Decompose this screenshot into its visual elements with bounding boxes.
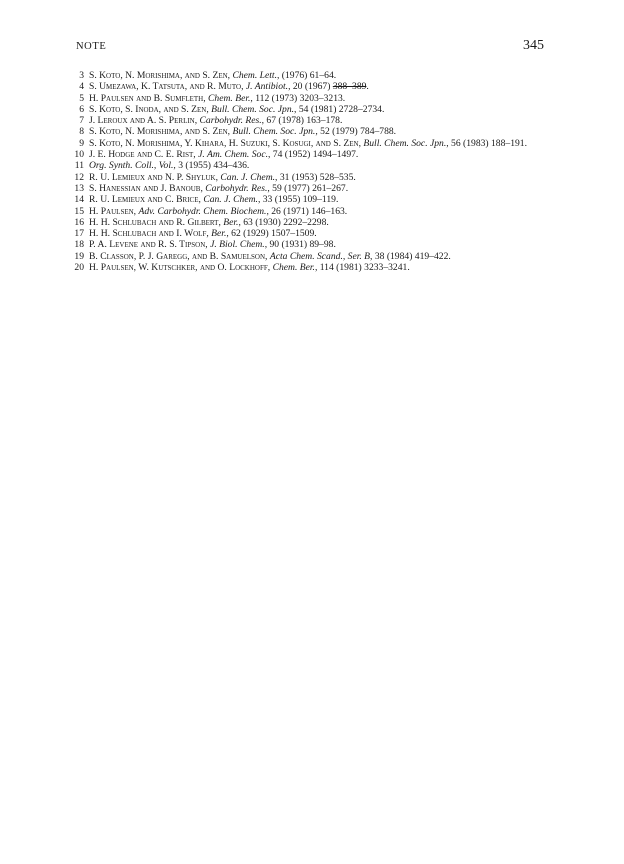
page-number: 345 — [523, 38, 544, 53]
running-head — [76, 38, 544, 56]
reference-citation: , (1976) 61–64. — [276, 70, 337, 81]
reference-journal: J. Am. Chem. Soc. — [198, 149, 268, 161]
reference-item — [68, 160, 558, 171]
reference-authors: S. Koto, S. Inoda, and S. Zen — [89, 103, 207, 115]
reference-journal: Org. Synth. Coll., Vol. — [89, 160, 174, 172]
reference-authors: H. Paulsen and B. Sumfleth — [89, 92, 204, 104]
reference-journal: Can. J. Chem. — [203, 194, 258, 206]
reference-citation: , 20 (1967) — [288, 81, 333, 93]
reference-authors: H. H. Schlubach and I. Wolf — [89, 228, 207, 240]
reference-journal: Chem. Ber. — [208, 92, 251, 104]
reference-item — [68, 138, 558, 149]
reference-number: 3 — [79, 70, 84, 81]
reference-text: R. U. Lemieux and C. Brice, Can. J. Chem., 33 (1955) 109–119. — [89, 194, 339, 206]
reference-journal: Chem. Ber. — [272, 262, 315, 274]
reference-text: S. Koto, S. Inoda, and S. Zen, Bull. Chem. Soc. Jpn., 54 (1981) 2728–2734. — [89, 103, 385, 115]
reference-authors: J. Leroux and A. S. Perlin — [89, 115, 195, 127]
reference-citation: , 59 (1977) 261–267. — [267, 182, 349, 194]
reference-number: 13 — [74, 182, 84, 194]
reference-citation: , 114 (1981) 3233–3241. — [314, 262, 410, 274]
reference-authors: H. Paulsen, W. Kutschker, and O. Lockhoff — [89, 262, 268, 274]
reference-authors: S. Koto, N. Morishima, Y. Kihara, H. Suzuki, S. Kosugi, and S. Zen — [89, 137, 359, 149]
reference-authors: S. Umezawa, K. Tatsuta, and R. Muto — [89, 81, 242, 93]
reference-number: 12 — [74, 171, 84, 183]
reference-number: 19 — [74, 250, 84, 262]
reference-citation: , 62 (1929) 1507–1509. — [226, 228, 317, 240]
reference-item — [68, 251, 558, 262]
reference-journal: Can. J. Chem. — [220, 171, 276, 183]
reference-citation: , 90 (1931) 89–98. — [264, 239, 336, 251]
reference-authors: H. Paulsen — [89, 205, 134, 217]
reference-item — [68, 172, 558, 183]
reference-journal: Chem. Lett. — [232, 70, 277, 81]
reference-item — [68, 194, 558, 205]
reference-journal: Carbohydr. Res. — [199, 115, 262, 127]
reference-text: H. H. Schlubach and I. Wolf, Ber., 62 (1929) 1507–1509. — [89, 228, 317, 240]
reference-item — [68, 149, 558, 160]
reference-text: R. U. Lemieux and N. P. Shyluk, Can. J. Chem., 31 (1953) 528–535. — [89, 171, 356, 183]
reference-citation: , 38 (1984) 419–422. — [370, 250, 451, 262]
reference-journal: Ber. — [223, 216, 239, 228]
reference-item — [68, 262, 558, 273]
reference-text: S. Hanessian and J. Banoub, Carbohydr. Res., 59 (1977) 261–267. — [89, 182, 349, 194]
reference-journal: Acta Chem. Scand., Ser. B — [269, 250, 371, 262]
reference-authors: J. E. Hodge and C. E. Rist — [89, 149, 194, 161]
reference-authors: S. Koto, N. Morishima, and S. Zen — [89, 70, 228, 81]
reference-text: H. Paulsen and B. Sumfleth, Chem. Ber., 112 (1973) 3203–3213. — [89, 92, 346, 104]
reference-list — [68, 70, 558, 273]
reference-journal: Bull. Chem. Soc. Jpn. — [232, 126, 316, 138]
reference-number: 20 — [74, 262, 84, 274]
reference-text: H. H. Schlubach and R. Gilbert, Ber., 63 (1930) 2292–2298. — [89, 216, 329, 228]
reference-text: B. Classon, P. J. Garegg, and B. Samuelson, Acta Chem. Scand., Ser. B, 38 (1984) 419–422. — [89, 250, 451, 262]
reference-text: J. Leroux and A. S. Perlin, Carbohydr. Res., 67 (1978) 163–178. — [89, 115, 343, 127]
reference-item — [68, 206, 558, 217]
reference-authors: R. U. Lemieux and N. P. Shyluk — [89, 171, 216, 183]
reference-item — [68, 126, 558, 137]
reference-number: 14 — [74, 194, 84, 206]
reference-number: 11 — [74, 160, 84, 172]
reference-authors: R. U. Lemieux and C. Brice — [89, 194, 199, 206]
reference-text: H. Paulsen, W. Kutschker, and O. Lockhoff, Chem. Ber., 114 (1981) 3233–3241. — [89, 262, 410, 274]
reference-text: S. Koto, N. Morishima, and S. Zen, Bull. Chem. Soc. Jpn., 52 (1979) 784–788. — [89, 126, 397, 138]
reference-authors: S. Hanessian and J. Banoub — [89, 182, 201, 194]
reference-item — [68, 217, 558, 228]
reference-text: H. Paulsen, Adv. Carbohydr. Chem. Biochem., 26 (1971) 146–163. — [89, 205, 348, 217]
reference-text: S. Koto, N. Morishima, and S. Zen, Chem. Lett., (1976) 61–64. — [89, 70, 337, 81]
reference-citation: , 112 (1973) 3203–3213. — [250, 92, 346, 104]
reference-number: 16 — [74, 216, 84, 228]
reference-authors: B. Classon, P. J. Garegg, and B. Samuelson — [89, 250, 266, 262]
running-title: NOTE — [76, 41, 107, 52]
reference-item — [68, 104, 558, 115]
reference-citation: , 33 (1955) 109–119. — [257, 194, 339, 206]
reference-citation: , 52 (1979) 784–788. — [315, 126, 397, 138]
reference-citation: , 31 (1953) 528–535. — [275, 171, 356, 183]
reference-citation: , 3 (1955) 434–436. — [173, 160, 250, 172]
reference-journal: J. Antibiot. — [245, 81, 289, 93]
reference-text: J. E. Hodge and C. E. Rist, J. Am. Chem. Soc., 74 (1952) 1494–1497. — [89, 149, 359, 161]
reference-item — [68, 115, 558, 126]
reference-text: S. Umezawa, K. Tatsuta, and R. Muto, J. Antibiot., 20 (1967) 388–389. — [89, 81, 369, 93]
reference-citation: , 54 (1981) 2728–2734. — [294, 103, 385, 115]
reference-number: 7 — [79, 115, 84, 127]
reference-journal: Bull. Chem. Soc. Jpn. — [211, 103, 295, 115]
reference-citation: , 56 (1983) 188–191. — [446, 137, 527, 149]
reference-citation: , 26 (1971) 146–163. — [266, 205, 348, 217]
reference-text: S. Koto, N. Morishima, Y. Kihara, H. Suzuki, S. Kosugi, and S. Zen, Bull. Chem. Soc. Jpn., 56 (1983) 188–191. — [89, 137, 527, 149]
reference-item — [68, 228, 558, 239]
reference-journal: J. Biol. Chem. — [210, 239, 265, 251]
reference-number: 10 — [74, 149, 84, 161]
reference-citation: , 74 (1952) 1494–1497. — [267, 149, 359, 161]
reference-number: 5 — [79, 92, 84, 104]
reference-journal: Bull. Chem. Soc. Jpn. — [363, 137, 447, 149]
reference-item — [68, 93, 558, 104]
reference-citation: , 63 (1930) 2292–2298. — [238, 216, 329, 228]
reference-item — [68, 81, 558, 92]
reference-authors: S. Koto, N. Morishima, and S. Zen — [89, 126, 228, 138]
reference-number: 6 — [79, 103, 84, 115]
reference-item — [68, 183, 558, 194]
reference-journal: Carbohydr. Res. — [205, 182, 268, 194]
reference-citation: , 67 (1978) 163–178. — [261, 115, 343, 127]
reference-number: 17 — [74, 228, 84, 240]
struck-pages: 388–389 — [332, 81, 367, 93]
reference-authors: P. A. Levene and R. S. Tipson — [89, 239, 206, 251]
reference-number: 4 — [79, 81, 84, 93]
reference-text — [89, 160, 558, 171]
reference-item — [68, 239, 558, 250]
reference-number: 8 — [79, 126, 84, 138]
reference-item — [68, 70, 558, 81]
reference-journal: Adv. Carbohydr. Chem. Biochem. — [138, 205, 267, 217]
reference-number: 15 — [74, 205, 84, 217]
reference-number: 9 — [79, 137, 84, 149]
reference-number: 18 — [74, 239, 84, 251]
reference-text: P. A. Levene and R. S. Tipson, J. Biol. Chem., 90 (1931) 89–98. — [89, 239, 336, 251]
reference-authors: H. H. Schlubach and R. Gilbert — [89, 216, 219, 228]
reference-journal: Ber. — [211, 228, 227, 240]
